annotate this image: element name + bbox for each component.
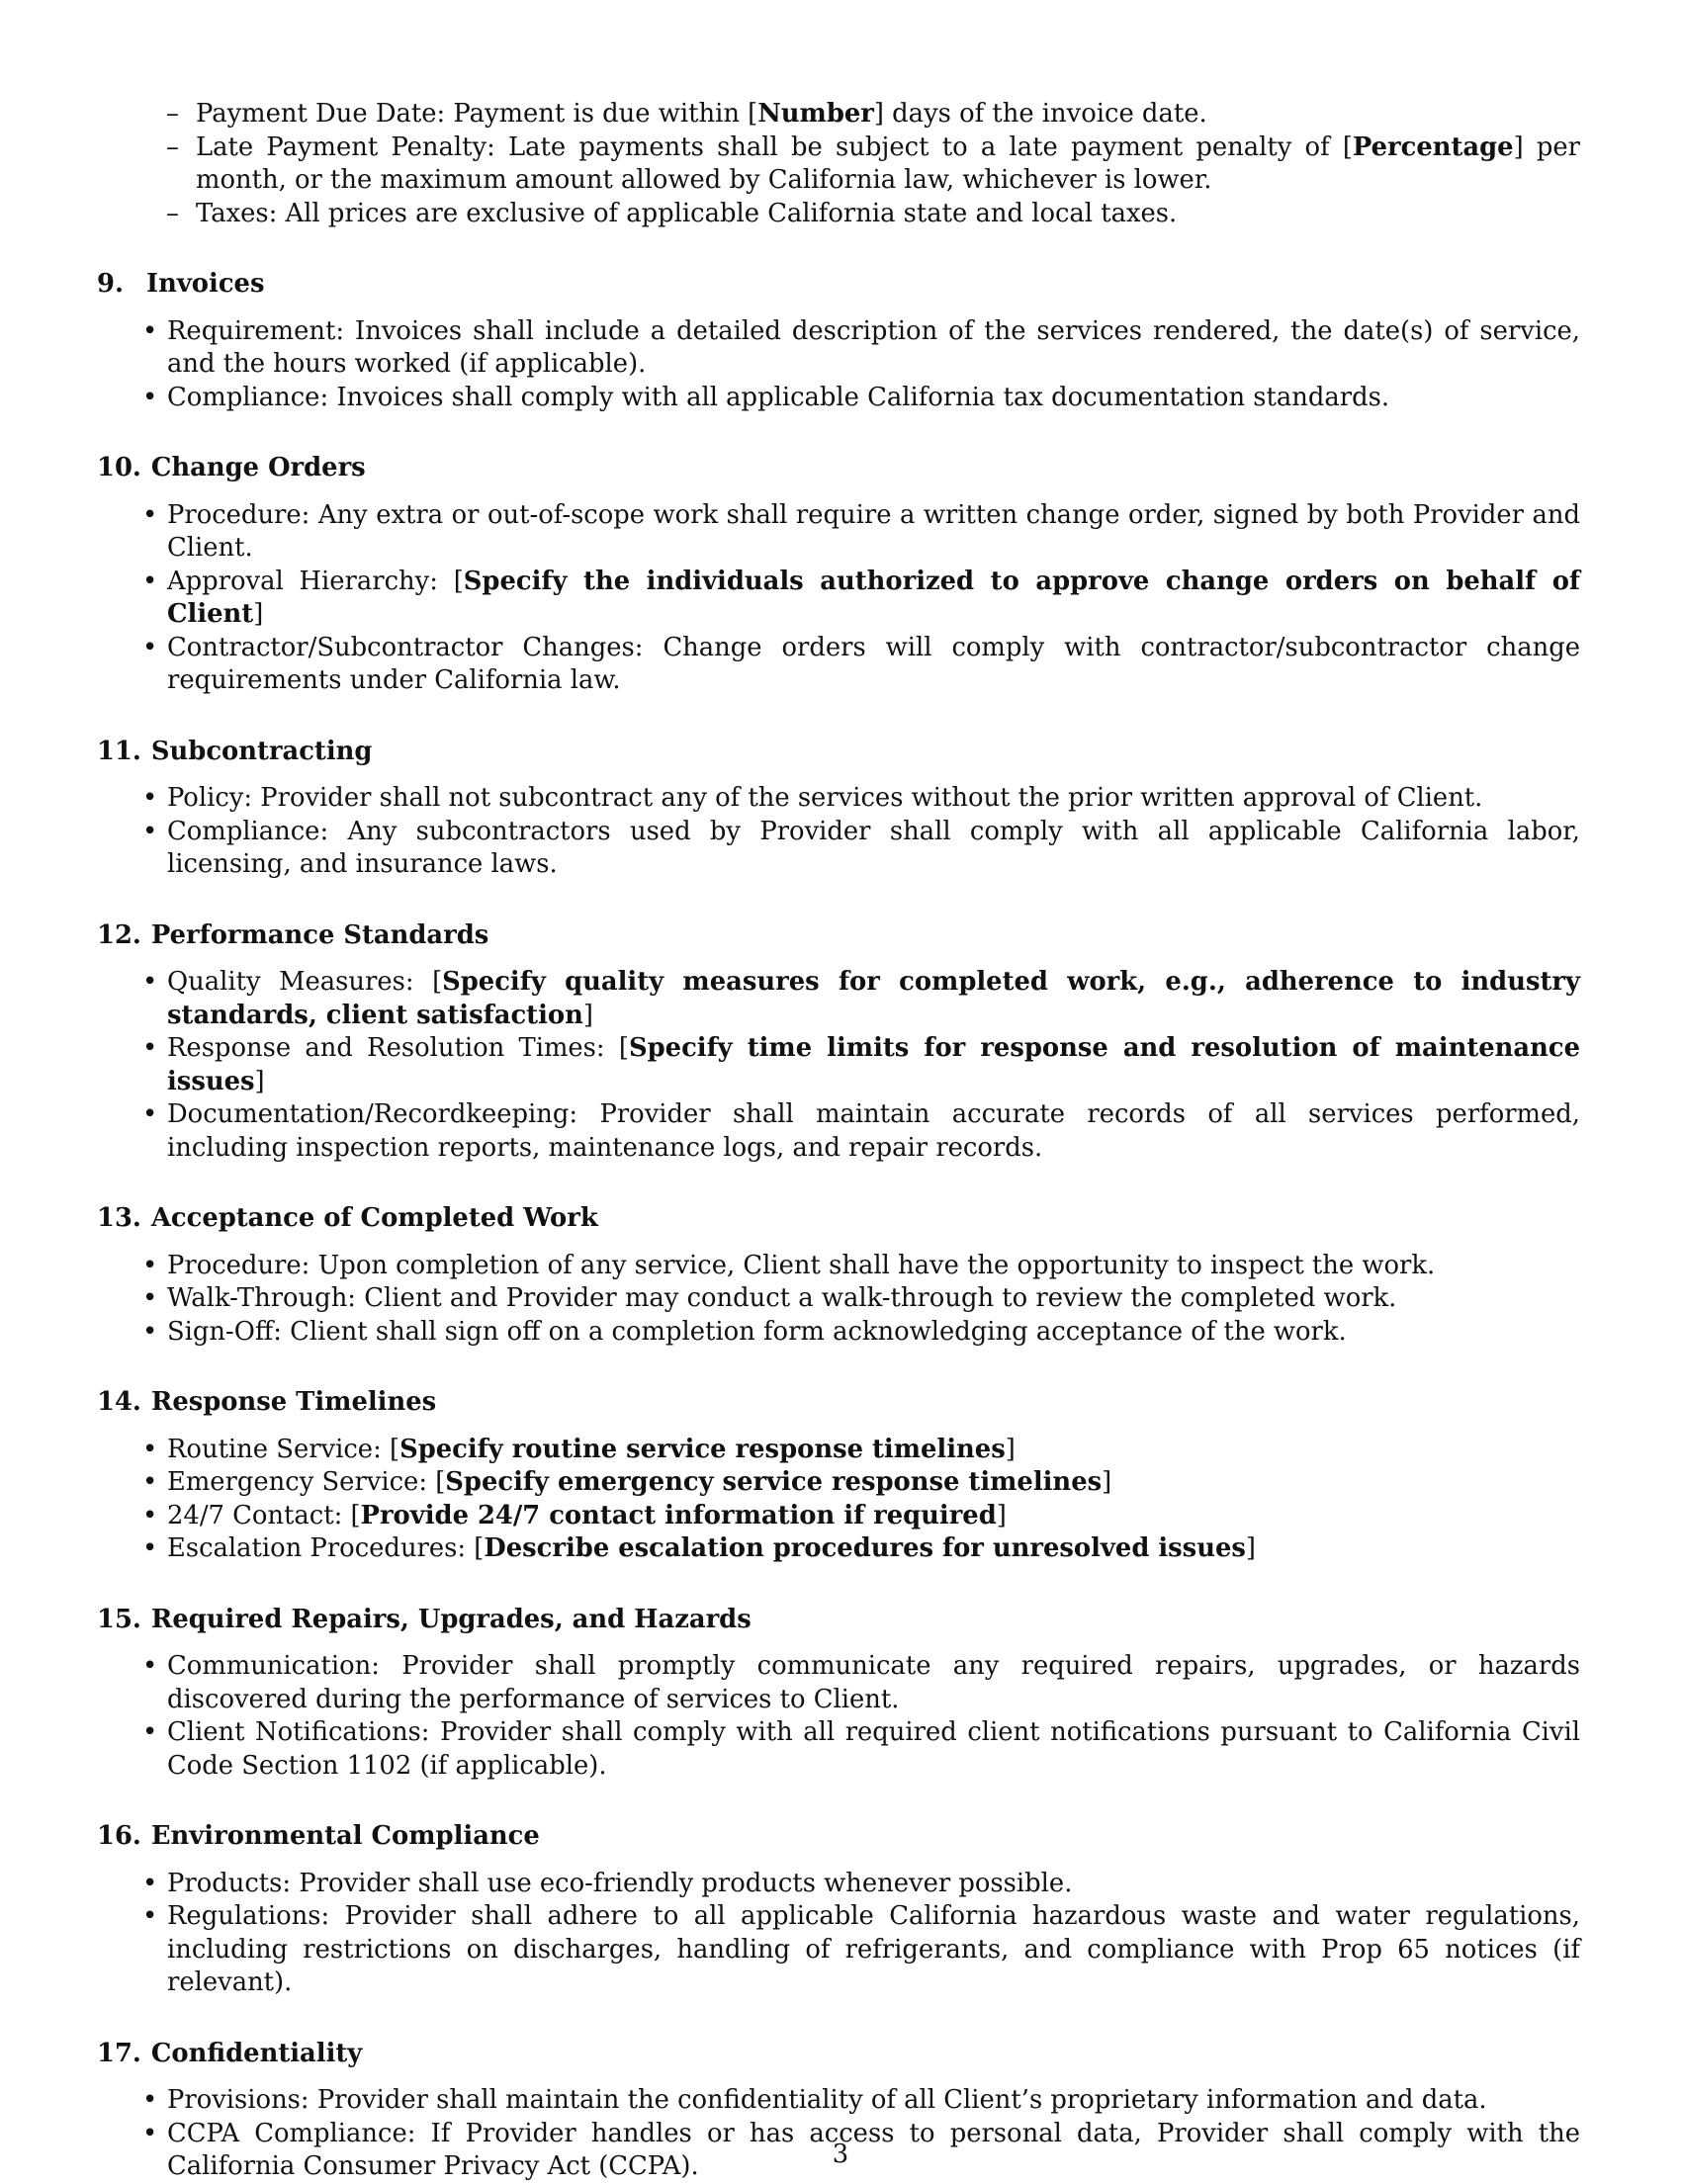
- list-item: [167, 1868, 1580, 1901]
- list-item: [167, 1500, 1580, 1533]
- item-text: Any subcontractors used by Provider shall comply with all applicable California labor, licensing, and insurance laws.: [167, 816, 1580, 879]
- section-invoices: [97, 268, 1580, 414]
- list-item: [167, 499, 1580, 566]
- bullet-list: [167, 1868, 1580, 2000]
- item-text: Any extra or out-of-scope work shall require a written change order, signed by both Provider and Client.: [167, 499, 1580, 563]
- section-heading: [97, 452, 1580, 485]
- section-subcontracting: [97, 736, 1580, 882]
- bullet-list: [167, 499, 1580, 698]
- list-item: [167, 2084, 1580, 2118]
- item-label: CCPA Compliance:: [167, 2118, 416, 2148]
- item-text: Provider shall use eco-friendly products whenever possible.: [299, 1868, 1073, 1898]
- section-title: Subcontracting: [150, 736, 373, 766]
- section-title: Invoices: [146, 269, 265, 299]
- page-content: [97, 98, 1580, 2184]
- item-text-end: ]: [1005, 1434, 1016, 1464]
- item-text: [: [350, 1500, 361, 1530]
- item-text: Provider shall not subcontract any of the services without the prior written approval of Client.: [260, 783, 1483, 813]
- section-number: 15.: [97, 1604, 141, 1634]
- list-item: [167, 1466, 1580, 1500]
- section-response-timelines: [97, 1386, 1580, 1566]
- item-label: Response and Resolution Times:: [167, 1033, 605, 1063]
- list-item: [167, 1032, 1580, 1098]
- list-item: [167, 1716, 1580, 1783]
- placeholder-text: Number: [757, 99, 874, 129]
- item-text-end: ]: [582, 1000, 593, 1030]
- item-label: 24/7 Contact:: [167, 1500, 343, 1530]
- section-number: 17.: [97, 2038, 141, 2068]
- item-text: If Provider handles or has access to personal data, Provider shall comply with the California Consumer Privacy Act (CCPA).: [167, 2118, 1580, 2181]
- section-environmental-compliance: [97, 1820, 1580, 2000]
- item-label: Client Notifications:: [167, 1717, 430, 1747]
- item-text-end: ] days of the invoice date.: [873, 99, 1207, 129]
- list-item: [167, 1532, 1580, 1566]
- item-label: Provisions:: [167, 2085, 310, 2115]
- placeholder-text: Provide 24/7 contact information if required: [360, 1500, 997, 1530]
- section-number: 11.: [97, 736, 141, 766]
- item-label: Routine Service:: [167, 1434, 382, 1464]
- list-item: [167, 816, 1580, 882]
- item-text: Client and Provider may conduct a walk-through to review the completed work.: [364, 1283, 1397, 1313]
- list-item: [167, 1900, 1580, 2000]
- item-text: [: [453, 566, 464, 596]
- item-text: [: [474, 1533, 485, 1563]
- bullet-list: [167, 1650, 1580, 1783]
- list-item: [167, 1316, 1580, 1350]
- item-text: [: [435, 1467, 446, 1497]
- list-item: [167, 1250, 1580, 1283]
- item-label: Policy:: [167, 783, 253, 813]
- list-item: [167, 382, 1580, 415]
- item-text: [: [432, 967, 443, 997]
- item-text: Invoices shall include a detailed description of the services rendered, the date(s) of service, and the hours worked (if applicable).: [167, 315, 1580, 379]
- item-label: Products:: [167, 1868, 292, 1898]
- list-item: [167, 782, 1580, 816]
- item-label: Documentation/Recordkeeping:: [167, 1099, 578, 1129]
- bullet-list: [167, 315, 1580, 415]
- section-title: Change Orders: [150, 453, 366, 482]
- item-label: Payment Due Date:: [196, 99, 446, 129]
- section-number: 10.: [97, 453, 141, 482]
- bullet-list: [167, 966, 1580, 1165]
- item-text: Upon completion of any service, Client shall have the opportunity to inspect the work.: [317, 1250, 1436, 1280]
- list-item: [196, 98, 1580, 131]
- section-title: Required Repairs, Upgrades, and Hazards: [150, 1604, 752, 1634]
- item-label: Walk-Through:: [167, 1283, 356, 1313]
- section-number: 16.: [97, 1821, 141, 1851]
- bullet-list: [167, 1250, 1580, 1350]
- section-number: 12.: [97, 919, 141, 950]
- item-label: Quality Measures:: [167, 967, 414, 997]
- item-label: Late Payment Penalty:: [196, 131, 495, 162]
- section-number: 9.: [97, 269, 124, 299]
- list-item: [167, 1098, 1580, 1165]
- item-label: Procedure:: [167, 1250, 310, 1280]
- list-item: [167, 315, 1580, 382]
- section-heading: [97, 1202, 1580, 1236]
- item-text-end: ]: [254, 1066, 265, 1096]
- bullet-list: [167, 1434, 1580, 1566]
- placeholder-text: Describe escalation procedures for unresolved issues: [484, 1533, 1246, 1563]
- placeholder-text: Specify emergency service response timelines: [445, 1467, 1103, 1497]
- item-text: Client shall sign off on a completion form acknowledging acceptance of the work.: [290, 1316, 1347, 1347]
- item-text-end: ]: [996, 1500, 1007, 1530]
- section-heading: [97, 268, 1580, 302]
- item-text-end: ]: [253, 599, 264, 629]
- section-title: Acceptance of Completed Work: [150, 1203, 598, 1233]
- item-label: Communication:: [167, 1651, 380, 1681]
- section-number: 13.: [97, 1203, 141, 1233]
- list-item: [167, 1434, 1580, 1467]
- item-label: Requirement:: [167, 315, 345, 346]
- item-label: Approval Hierarchy:: [167, 566, 438, 596]
- placeholder-text: Specify the individuals authorized to approve change orders on behalf of Client: [167, 566, 1581, 629]
- item-label: Regulations:: [167, 1901, 330, 1931]
- section-acceptance: [97, 1202, 1580, 1349]
- section-change-orders: [97, 452, 1580, 698]
- item-label: Escalation Procedures:: [167, 1533, 467, 1563]
- item-text: Payment is due within [: [453, 99, 758, 129]
- item-label: Contractor/Subcontractor Changes:: [167, 632, 644, 662]
- item-label: Taxes:: [196, 198, 278, 228]
- item-text: Provider shall comply with all required client notifications pursuant to California Civil Code Section 1102 (if applicable).: [167, 1717, 1581, 1781]
- section-title: Response Timelines: [150, 1387, 437, 1417]
- placeholder-text: Specify time limits for response and resolution of maintenance issues: [167, 1033, 1581, 1096]
- list-item: [167, 966, 1580, 1032]
- section-heading: [97, 2038, 1580, 2071]
- item-text: [: [389, 1434, 400, 1464]
- item-text: Provider shall adhere to all applicable California hazardous waste and water regulations, including restrictions on discharges, handling of refrigerants, and compliance with Prop 65 notices (if relevant).: [167, 1901, 1580, 1997]
- page-number: 3: [832, 2140, 849, 2169]
- item-text: Invoices shall comply with all applicable California tax documentation standards.: [336, 382, 1390, 412]
- list-item: [196, 131, 1580, 198]
- section-required-repairs: [97, 1604, 1580, 1784]
- item-label: Emergency Service:: [167, 1467, 428, 1497]
- item-text: Provider shall maintain accurate records of all services performed, including inspection reports, maintenance logs, and repair records.: [167, 1099, 1581, 1163]
- item-text-end: ]: [1245, 1533, 1256, 1563]
- placeholder-text: Specify quality measures for completed work, e.g., adherence to industry standards, client satisfaction: [167, 967, 1580, 1030]
- section-heading: [97, 919, 1580, 953]
- section-performance-standards: [97, 919, 1580, 1166]
- section-title: Confidentiality: [150, 2038, 363, 2068]
- item-text: [: [618, 1033, 629, 1063]
- section-number: 14.: [97, 1387, 141, 1417]
- payment-terms-list: [196, 98, 1580, 230]
- item-text-end: ] per month, or the maximum amount allowed by California law, whichever is lower.: [196, 131, 1580, 195]
- list-item: [167, 632, 1580, 698]
- item-text: Change orders will comply with contractor/subcontractor change requirements under California law.: [167, 632, 1580, 695]
- placeholder-text: Specify routine service response timelines: [399, 1434, 1006, 1464]
- item-text: Provider shall maintain the confidentiality of all Client’s proprietary information and data.: [316, 2085, 1487, 2115]
- list-item: [196, 198, 1580, 231]
- item-label: Sign-Off:: [167, 1316, 282, 1347]
- section-title: Performance Standards: [150, 919, 489, 950]
- section-heading: [97, 1386, 1580, 1420]
- bullet-list: [167, 782, 1580, 882]
- section-heading: [97, 1820, 1580, 1854]
- list-item: [167, 1282, 1580, 1316]
- item-label: Compliance:: [167, 816, 329, 846]
- list-item: [167, 566, 1580, 632]
- list-item: [167, 1650, 1580, 1716]
- item-text: Late payments shall be subject to a late payment penalty of [: [508, 131, 1353, 162]
- item-text: Provider shall promptly communicate any required repairs, upgrades, or hazards discovered during the performance of services to Client.: [167, 1651, 1580, 1714]
- section-heading: [97, 1604, 1580, 1637]
- item-text-end: ]: [1102, 1467, 1112, 1497]
- section-title: Environmental Compliance: [150, 1821, 540, 1851]
- item-label: Procedure:: [167, 499, 310, 530]
- placeholder-text: Percentage: [1352, 131, 1514, 162]
- item-label: Compliance:: [167, 382, 329, 412]
- section-heading: [97, 736, 1580, 769]
- item-text: All prices are exclusive of applicable California state and local taxes.: [285, 198, 1178, 228]
